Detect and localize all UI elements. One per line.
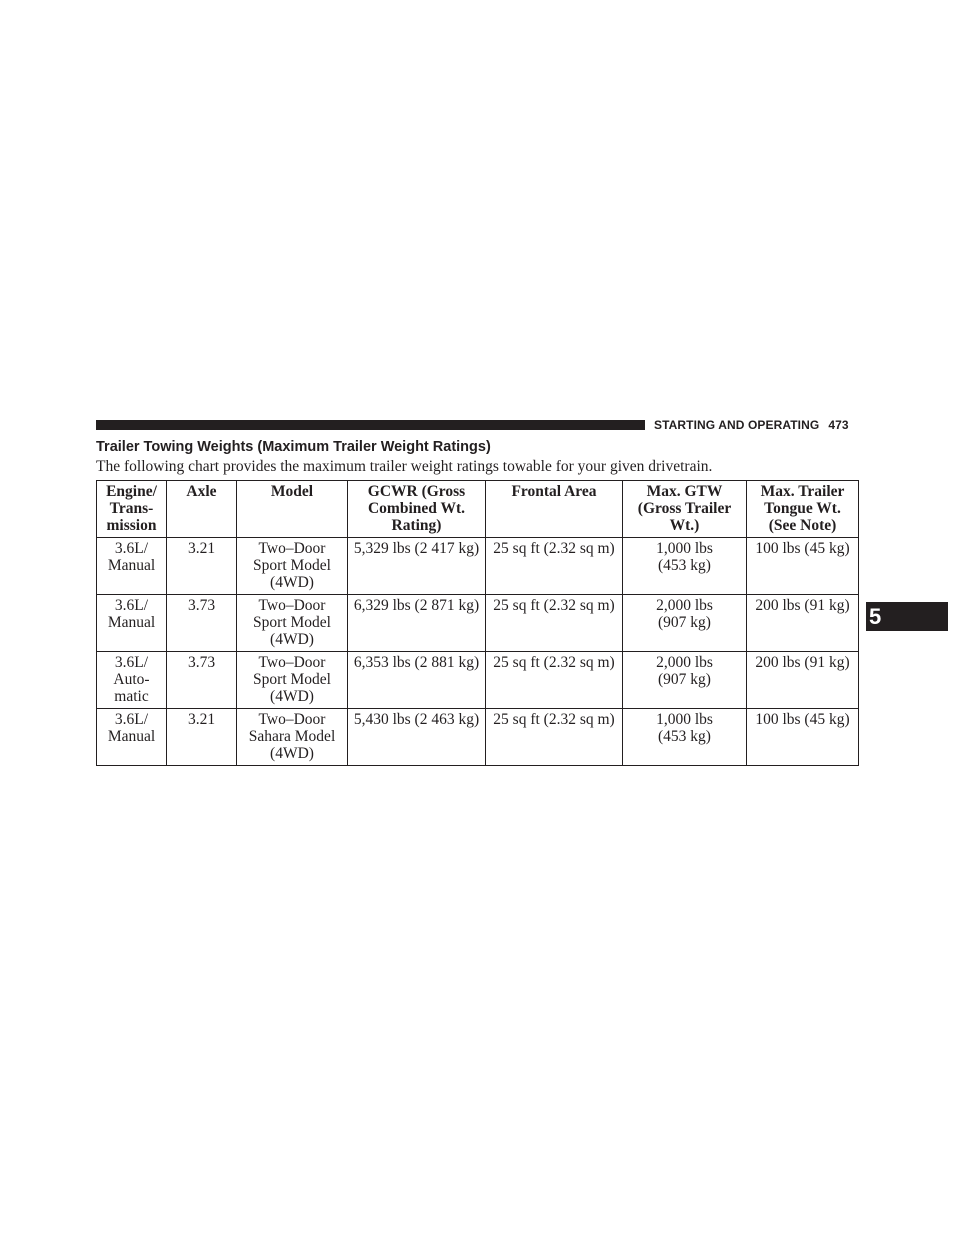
column-header-line: Engine/ xyxy=(106,483,157,500)
table-cell xyxy=(747,595,859,652)
table-cell-line: 3.6L/ xyxy=(114,711,149,728)
column-header xyxy=(747,481,859,538)
column-header xyxy=(348,481,486,538)
table-cell-line: 200 lbs (91 kg) xyxy=(755,654,850,671)
table-cell xyxy=(623,652,747,709)
column-header-line: Trans- xyxy=(109,500,154,517)
column-header-line: Max. Trailer xyxy=(760,483,845,500)
table-cell-line: (453 kg) xyxy=(658,728,711,745)
table-cell xyxy=(348,652,486,709)
table-cell xyxy=(348,709,486,766)
table-cell xyxy=(486,595,623,652)
table-cell xyxy=(747,652,859,709)
table-cell xyxy=(623,595,747,652)
column-header-line: Model xyxy=(270,483,314,500)
table-cell xyxy=(486,538,623,595)
table-cell-line: (453 kg) xyxy=(658,557,711,574)
table-cell-line: Two–Door xyxy=(258,654,326,671)
table-cell-line: 3.6L/ xyxy=(114,540,149,557)
table-cell xyxy=(486,709,623,766)
table-cell-line: (4WD) xyxy=(270,688,314,705)
table-cell xyxy=(237,538,348,595)
table-cell-line: 25 sq ft (2.32 sq m) xyxy=(493,711,615,728)
table-cell-line: 200 lbs (91 kg) xyxy=(755,597,850,614)
table-cell-line: 2,000 lbs xyxy=(656,654,713,671)
header-rule xyxy=(96,420,645,430)
column-header-line: mission xyxy=(106,517,157,534)
table-cell-line: 3.6L/ xyxy=(114,654,149,671)
table-cell-line: (907 kg) xyxy=(658,614,711,631)
table-cell-line: (4WD) xyxy=(270,574,314,591)
table-cell-line: 6,329 lbs (2 871 kg) xyxy=(353,597,480,614)
table-cell-line: 100 lbs (45 kg) xyxy=(755,711,850,728)
column-header xyxy=(237,481,348,538)
column-header-line: Max. GTW xyxy=(646,483,723,500)
table-cell-line: (4WD) xyxy=(270,631,314,648)
column-header-line: GCWR (Gross xyxy=(367,483,466,500)
column-header-line: Rating) xyxy=(391,517,442,534)
table-cell-line: (4WD) xyxy=(270,745,314,762)
table-cell-line: Sport Model xyxy=(253,614,331,631)
column-header-line: (Gross Trailer xyxy=(637,500,732,517)
table-cell xyxy=(237,709,348,766)
page-number: 473 xyxy=(828,418,849,432)
chapter-tab: 5 xyxy=(866,602,948,631)
table-cell-line: 3.21 xyxy=(187,711,216,728)
table-body xyxy=(97,538,859,766)
table-cell-line: Two–Door xyxy=(258,597,326,614)
table-cell xyxy=(237,595,348,652)
table-cell xyxy=(348,595,486,652)
column-header-line: Combined Wt. xyxy=(367,500,466,517)
table-cell-line: Sport Model xyxy=(253,671,331,688)
table-cell-line: Manual xyxy=(107,728,156,745)
intro-paragraph: The following chart provides the maximum trailer weight ratings towable for your given drivetrain. xyxy=(96,458,713,475)
table-cell xyxy=(167,709,237,766)
table-cell xyxy=(486,652,623,709)
table-cell-line: 25 sq ft (2.32 sq m) xyxy=(493,654,615,671)
table-row xyxy=(97,595,859,652)
table-cell xyxy=(623,709,747,766)
column-header-line: (See Note) xyxy=(768,517,837,534)
table-cell-line: Sport Model xyxy=(253,557,331,574)
table-cell xyxy=(97,538,167,595)
table-cell-line: 3.21 xyxy=(187,540,216,557)
table-cell-line: 5,430 lbs (2 463 kg) xyxy=(353,711,480,728)
column-header xyxy=(623,481,747,538)
column-header-line: Axle xyxy=(186,483,217,500)
section-title: Trailer Towing Weights (Maximum Trailer Weight Ratings) xyxy=(96,439,491,455)
table-cell xyxy=(97,595,167,652)
table-row xyxy=(97,538,859,595)
table-cell-line: Two–Door xyxy=(258,711,326,728)
column-header-line: Frontal Area xyxy=(511,483,597,500)
table-cell-line: Sahara Model xyxy=(248,728,336,745)
table-cell-line: 6,353 lbs (2 881 kg) xyxy=(353,654,480,671)
table-cell xyxy=(623,538,747,595)
table-cell-line: Manual xyxy=(107,614,156,631)
table-cell xyxy=(167,538,237,595)
table-cell xyxy=(167,652,237,709)
table-cell-line: Auto- xyxy=(113,671,150,688)
table-cell-line: 2,000 lbs xyxy=(656,597,713,614)
column-header xyxy=(486,481,623,538)
table-cell-line: 25 sq ft (2.32 sq m) xyxy=(493,597,615,614)
table-cell-line: matic xyxy=(114,688,149,705)
column-header-line: Wt.) xyxy=(669,517,700,534)
column-header-line: Tongue Wt. xyxy=(764,500,841,517)
table-cell xyxy=(167,595,237,652)
header-section-name: STARTING AND OPERATING xyxy=(654,418,820,432)
table-cell-line: 5,329 lbs (2 417 kg) xyxy=(353,540,480,557)
table-cell-line: 100 lbs (45 kg) xyxy=(755,540,850,557)
table-cell-line: 3.73 xyxy=(187,654,216,671)
table-cell xyxy=(747,709,859,766)
table-cell-line: 1,000 lbs xyxy=(656,711,713,728)
table-cell-line: Two–Door xyxy=(258,540,326,557)
table-cell-line: 3.73 xyxy=(187,597,216,614)
table-row xyxy=(97,652,859,709)
table-cell xyxy=(237,652,348,709)
table-cell xyxy=(747,538,859,595)
column-header xyxy=(167,481,237,538)
table-cell xyxy=(97,709,167,766)
table-cell-line: Manual xyxy=(107,557,156,574)
table-cell xyxy=(348,538,486,595)
table-cell-line: 3.6L/ xyxy=(114,597,149,614)
column-header xyxy=(97,481,167,538)
table-cell-line: 1,000 lbs xyxy=(656,540,713,557)
table-row xyxy=(97,709,859,766)
table-header-row xyxy=(97,481,859,538)
trailer-weights-table xyxy=(96,480,859,766)
table-cell-line: (907 kg) xyxy=(658,671,711,688)
running-header xyxy=(654,418,849,432)
table-cell-line: 25 sq ft (2.32 sq m) xyxy=(493,540,615,557)
table-cell xyxy=(97,652,167,709)
